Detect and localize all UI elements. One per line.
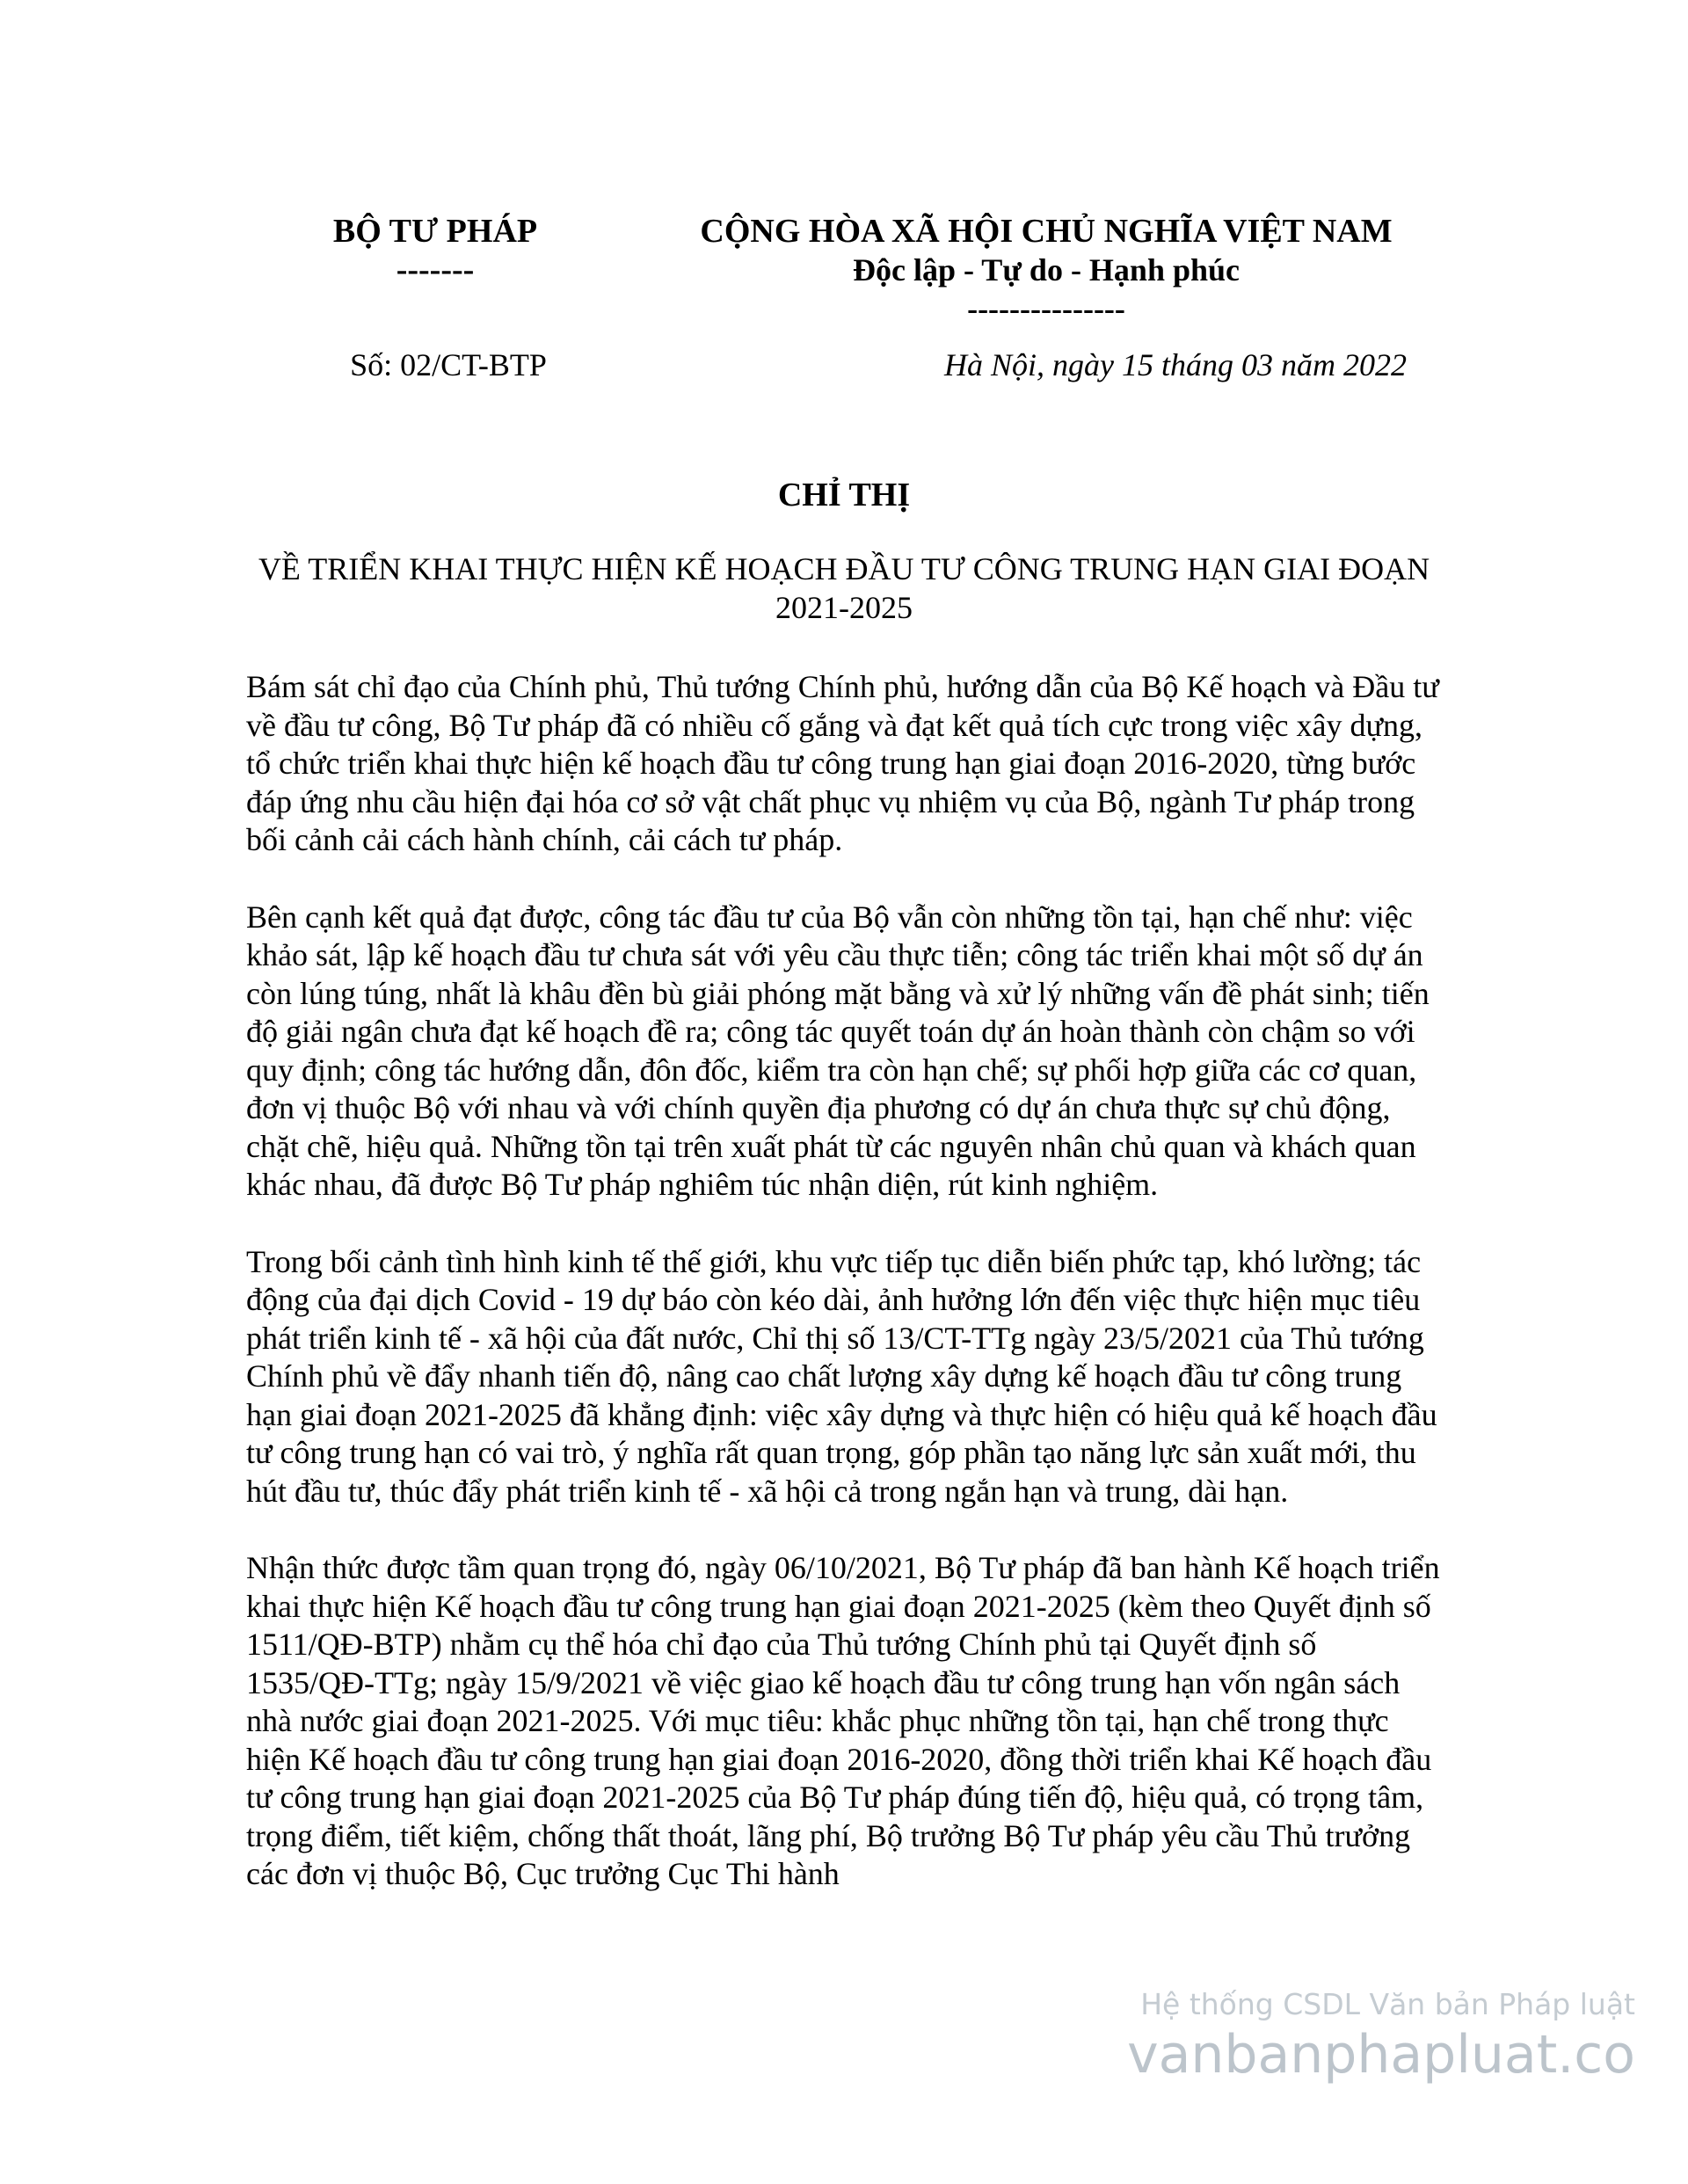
issuing-agency-name: BỘ TƯ PHÁP xyxy=(332,213,538,250)
body-paragraph-4: Nhận thức được tầm quan trọng đó, ngày 06/10/2021, Bộ Tư pháp đã ban hành Kế hoạch triển khai thực hiện Kế hoạch đầu tư công trung hạn giai đoạn 2021-2025 (kèm theo Quyết định số 1511/QĐ-BTP) nhằm cụ thể hóa chỉ đạo của Thủ tướng Chính phủ tại Quyết định số 1535/QĐ-TTg; ngày 15/9/2021 về việc giao kế hoạch đầu tư công trung hạn vốn ngân sách nhà nước giai đoạn 2021-2025. Với mục tiêu: khắc phục những tồn tại, hạn chế trong thực hiện Kế hoạch đầu tư công trung hạn giai đoạn 2016-2020, đồng thời triển khai Kế hoạch đầu tư công trung hạn giai đoạn 2021-2025 của Bộ Tư pháp đúng tiến độ, hiệu quả, có trọng tâm, trọng điểm, tiết kiệm, chống thất thoát, lãng phí, Bộ trưởng Bộ Tư pháp yêu cầu Thủ trưởng các đơn vị thuộc Bộ, Cục trưởng Cục Thi hành xyxy=(246,1550,1440,1891)
document-type-title: CHỈ THỊ xyxy=(777,477,911,513)
watermark-domain: vanbanphapluat.co xyxy=(1127,2024,1635,2086)
body-paragraph-3: Trong bối cảnh tình hình kinh tế thế giới, khu vực tiếp tục diễn biến phức tạp, khó lường; tác động của đại dịch Covid - 19 dự báo còn kéo dài, ảnh hưởng lớn đến việc thực hiện mục tiêu phát triển kinh tế - xã hội của đất nước, Chỉ thị số 13/CT-TTg ngày 23/5/2021 của Thủ tướng Chính phủ về đẩy nhanh tiến độ, nâng cao chất lượng xây dựng kế hoạch đầu tư công trung hạn giai đoạn 2021-2025 đã khẳng định: việc xây dựng và thực hiện có hiệu quả kế hoạch đầu tư công trung hạn có vai trò, ý nghĩa rất quan trọng, góp phần tạo năng lực sản xuất mới, thu hút đầu tư, thúc đẩy phát triển kinh tế - xã hội cả trong ngắn hạn và trung, dài hạn. xyxy=(246,1243,1437,1509)
body-paragraph-1: Bám sát chỉ đạo của Chính phủ, Thủ tướng Chính phủ, hướng dẫn của Bộ Kế hoạch và Đầu tư về đầu tư công, Bộ Tư pháp đã có nhiều cố gắng và đạt kết quả tích cực trong việc xây dựng, tổ chức triển khai thực hiện kế hoạch đầu tư công trung hạn giai đoạn 2016-2020, từng bước đáp ứng nhu cầu hiện đại hóa cơ sở vật chất phục vụ nhiệm vụ của Bộ, ngành Tư pháp trong bối cảnh cải cách hành chính, cải cách tư pháp. xyxy=(246,669,1439,857)
watermark-caption: Hệ thống CSDL Văn bản Pháp luật xyxy=(1140,1987,1635,2021)
document-subject: VỀ TRIỂN KHAI THỰC HIỆN KẾ HOẠCH ĐẦU TƯ CÔNG TRUNG HẠN GIAI ĐOẠN 2021-2025 xyxy=(258,551,1430,625)
nation-name: CỘNG HÒA XÃ HỘI CHỦ NGHĨA VIỆT NAM xyxy=(700,213,1393,250)
issuing-agency-separator: ------- xyxy=(396,251,475,288)
document-number: Số: 02/CT-BTP xyxy=(350,347,547,382)
nation-separator: --------------- xyxy=(967,291,1125,326)
place-and-date: Hà Nội, ngày 15 tháng 03 năm 2022 xyxy=(944,347,1407,382)
national-motto: Độc lập - Tự do - Hạnh phúc xyxy=(852,252,1241,288)
document-body xyxy=(246,668,1442,1933)
body-paragraph-2: Bên cạnh kết quả đạt được, công tác đầu tư của Bộ vẫn còn những tồn tại, hạn chế như: việc khảo sát, lập kế hoạch đầu tư chưa sát với yêu cầu thực tiễn; công tác triển khai một số dự án còn lúng túng, nhất là khâu đền bù giải phóng mặt bằng và xử lý những vấn đề phát sinh; tiến độ giải ngân chưa đạt kế hoạch đề ra; công tác quyết toán dự án hoàn thành còn chậm so với quy định; công tác hướng dẫn, đôn đốc, kiểm tra còn hạn chế; sự phối hợp giữa các cơ quan, đơn vị thuộc Bộ với nhau và với chính quyền địa phương có dự án chưa thực sự chủ động, chặt chẽ, hiệu quả. Những tồn tại trên xuất phát từ các nguyên nhân chủ quan và khách quan khác nhau, đã được Bộ Tư pháp nghiêm túc nhận diện, rút kinh nghiệm. xyxy=(246,899,1430,1202)
site-watermark xyxy=(1020,1985,1635,2086)
